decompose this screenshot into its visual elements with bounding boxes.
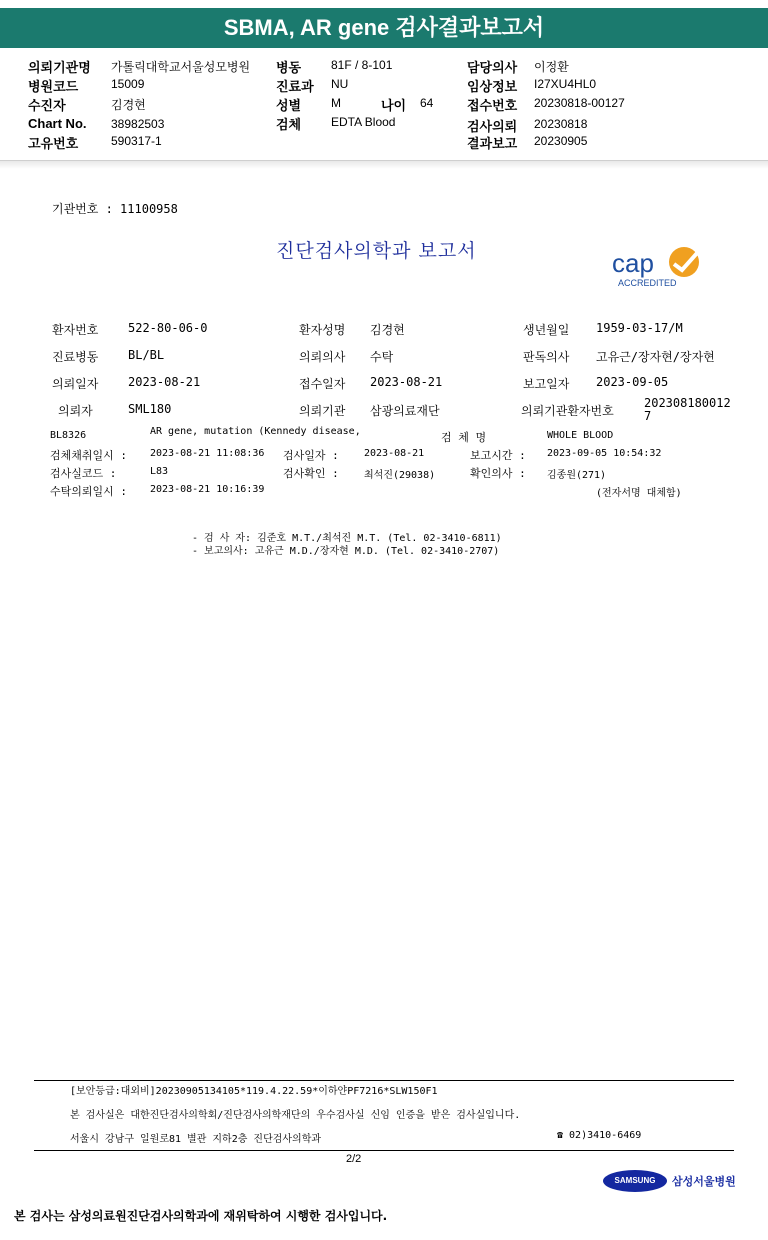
patient-value-report-date: 2023-09-05 [596,375,669,389]
samsung-logo [603,1170,667,1192]
header-label-age: 나이 [381,98,407,113]
header-label-ward: 병동 [276,60,302,75]
test-label-verified-by: 검사확인 : [283,467,339,480]
patient-label-name: 환자성명 [299,323,346,337]
header-value-chart-no: 38982503 [111,117,165,131]
patient-label-inst-patient-no: 의뢰기관환자번호 [521,404,614,418]
header-value-report-date: 20230905 [534,134,588,148]
patient-label-req-institution: 의뢰기관 [299,404,346,418]
header-value-unique-no: 590317-1 [111,134,162,148]
test-label-collection: 검체채취일시 : [50,449,128,462]
patient-label-ward: 진료병동 [52,350,99,364]
patient-value-recv-date: 2023-08-21 [370,375,443,389]
patient-value-no: 522-80-06-0 [128,321,208,335]
header-label-clinical-info: 임상정보 [467,79,518,94]
test-value-test-date: 2023-08-21 [364,448,425,459]
specimen-value: WHOLE BLOOD [547,430,614,441]
patient-label-recv-date: 접수일자 [299,377,346,391]
cap-logo-text: cap [612,248,654,278]
header-label-doctor: 담당의사 [467,60,518,75]
patient-value-name: 김경현 [370,323,405,337]
header-label-unique-no: 고유번호 [28,136,79,151]
header-value-accession: 20230818-00127 [534,96,625,110]
header-label-patient: 수진자 [28,98,66,113]
electronic-signature-note: (전자서명 대체함) [596,488,682,499]
header-label-request-date: 검사의뢰 [467,119,518,134]
test-label-outsource-date: 수탁의뢰일시 : [50,485,128,498]
header-label-report-date: 결과보고 [467,136,518,151]
lab-address: 서울시 강남구 일원로81 별관 지하2층 진단검사의학과 [70,1134,322,1145]
header-value-age: 64 [420,96,434,110]
page-number: 2/2 [346,1153,362,1165]
test-value-confirm-doctor: 김종원(271) [547,470,607,481]
test-code: BL8326 [50,430,87,441]
lab-phone: ☎ 02)3410-6469 [557,1130,642,1141]
security-level-line: [보안등급:대외비]20230905134105*119.4.22.59*이하얀PF7216*SLW150F1 [70,1086,438,1097]
header-label-hospital-code: 병원코드 [28,79,79,94]
header-value-institution: 가톨릭대학교서울성모병원 [111,60,251,74]
footer-top-rule [34,1080,734,1081]
header-label-department: 진료과 [276,79,314,94]
patient-value-inst-patient-no: 202308180012 [644,396,731,410]
header-label-chart-no: Chart No. [28,116,87,131]
hospital-name: 삼성서울병원 [672,1175,736,1188]
cap-accredited-text: ACCREDITED [618,278,677,288]
test-label-report-time: 보고시간 : [470,449,526,462]
lab-report-title: 진단검사의학과 보고서 [276,240,477,262]
outsourcing-notice: 본 검사는 삼성의료원진단검사의학과에 재위탁하여 시행한 검사입니다. [14,1209,388,1223]
header-value-patient: 김경현 [111,98,146,112]
test-value-report-time: 2023-09-05 10:54:32 [547,448,662,459]
test-value-verified-by: 최석진(29038) [364,470,436,481]
staff-doctor-line: - 보고의사: 고유근 M.D./장자현 M.D. (Tel. 02-3410-2707) [192,546,500,557]
header-label-institution: 의뢰기관명 [28,60,91,75]
patient-label-reading-doctor: 판독의사 [523,350,570,364]
patient-label-dob: 생년월일 [523,323,570,337]
header-value-hospital-code: 15009 [111,77,145,91]
patient-value-ward: BL/BL [128,348,165,362]
patient-label-req-doctor: 의뢰의사 [299,350,346,364]
header-label-sex: 성별 [276,98,302,113]
header-value-request-date: 20230818 [534,117,588,131]
test-name: AR gene, mutation (Kennedy disease, [150,426,361,437]
patient-value-dob: 1959-03-17/M [596,321,683,335]
header-value-sex: M [331,96,341,110]
patient-value-req-date: 2023-08-21 [128,375,201,389]
header-value-specimen: EDTA Blood [331,115,396,129]
test-label-confirm-doctor: 확인의사 : [470,467,526,480]
header-value-doctor: 이정환 [534,60,569,74]
patient-value-req-doctor: 수탁 [370,350,394,364]
report-main-title: SBMA, AR gene 검사결과보고서 [223,15,545,40]
patient-label-requester: 의뢰자 [58,404,93,418]
patient-label-report-date: 보고일자 [523,377,570,391]
test-value-outsource-date: 2023-08-21 10:16:39 [150,484,265,495]
header-separator [0,160,768,169]
test-value-collection: 2023-08-21 11:08:36 [150,448,265,459]
patient-label-req-date: 의뢰일자 [52,377,99,391]
header-label-accession: 접수번호 [467,98,518,113]
staff-technician-line: - 검 사 자: 김준호 M.T./최석진 M.T. (Tel. 02-3410-6811) [192,533,502,544]
patient-value-requester: SML180 [128,402,172,416]
cap-accredited-logo [608,242,708,290]
patient-value-reading-doctor: 고유근/장자현/장자현 [596,350,715,364]
specimen-label: 검 체 명 [441,431,487,444]
header-value-clinical-info: I27XU4HL0 [534,77,597,91]
patient-label-no: 환자번호 [52,323,99,337]
test-label-lab-code: 검사실코드 : [50,467,117,480]
test-value-lab-code: L83 [150,466,169,477]
footer-bottom-rule [34,1150,734,1151]
report-title-bar [0,8,768,48]
lab-certification-note: 본 검사실은 대한진단검사의학회/진단검사의학재단의 우수검사실 신임 인증을 받은 검사실입니다. [70,1110,521,1121]
header-label-specimen: 검체 [276,117,302,132]
test-label-test-date: 검사일자 : [283,449,339,462]
patient-value-req-institution: 삼광의료재단 [370,404,440,418]
patient-value-inst-patient-no-cont: 7 [644,409,652,423]
header-value-department: NU [331,77,349,91]
institution-number: 기관번호 : 11100958 [52,202,178,216]
header-value-ward: 81F / 8-101 [331,58,393,72]
samsung-logo-text: SAMSUNG [614,1176,656,1185]
